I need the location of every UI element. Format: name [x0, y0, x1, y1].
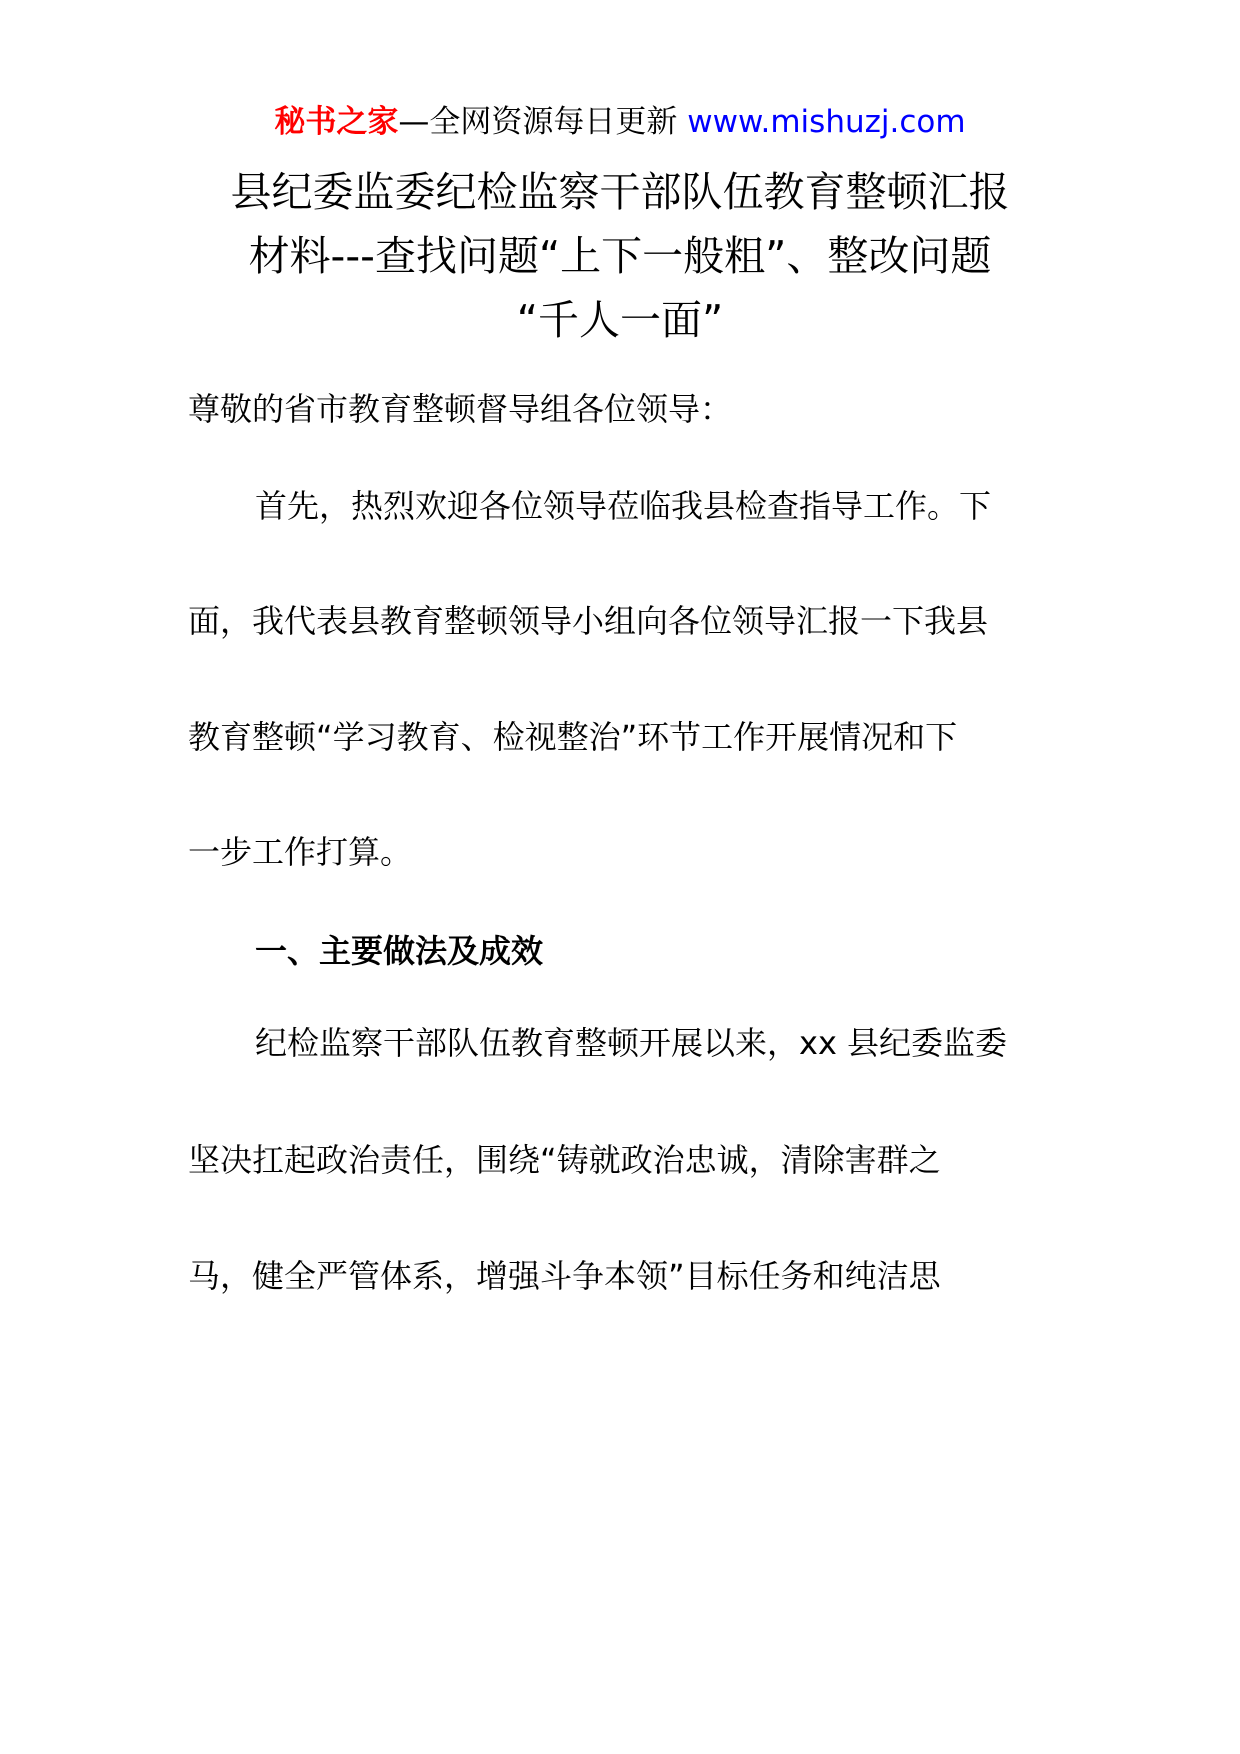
- salutation: 尊敬的省市教育整顿督导组各位领导：: [188, 390, 733, 428]
- site-link[interactable]: www.mishuzj.com: [687, 104, 966, 140]
- brand-tagline: —全网资源每日更新: [398, 104, 678, 140]
- section-heading: 一、主要做法及成效: [255, 932, 544, 970]
- watermark-header: [0, 100, 1240, 144]
- paragraph-line: 一步工作打算。: [188, 833, 413, 871]
- paragraph-line: 首先，热烈欢迎各位领导莅临我县检查指导工作。下: [255, 487, 992, 525]
- paragraph-line: 纪检监察干部队伍教育整顿开展以来，xx 县纪委监委: [255, 1024, 1008, 1062]
- paragraph-line: 面，我代表县教育整顿领导小组向各位领导汇报一下我县: [188, 602, 989, 640]
- title-line: 材料---查找问题“上下一般粗”、整改问题: [248, 232, 992, 280]
- title-line: 县纪委监委纪检监察干部队伍教育整顿汇报: [230, 168, 1010, 216]
- brand-name: 秘书之家: [274, 104, 399, 140]
- paragraph-line: 马，健全严管体系，增强斗争本领”目标任务和纯洁思: [188, 1257, 941, 1295]
- paragraph-line: 坚决扛起政治责任，围绕“铸就政治忠诚，清除害群之: [188, 1141, 941, 1179]
- title-line: “千人一面”: [516, 296, 724, 344]
- document-title: [190, 160, 1050, 352]
- paragraph-line: 教育整顿“学习教育、检视整治”环节工作开展情况和下: [188, 718, 958, 756]
